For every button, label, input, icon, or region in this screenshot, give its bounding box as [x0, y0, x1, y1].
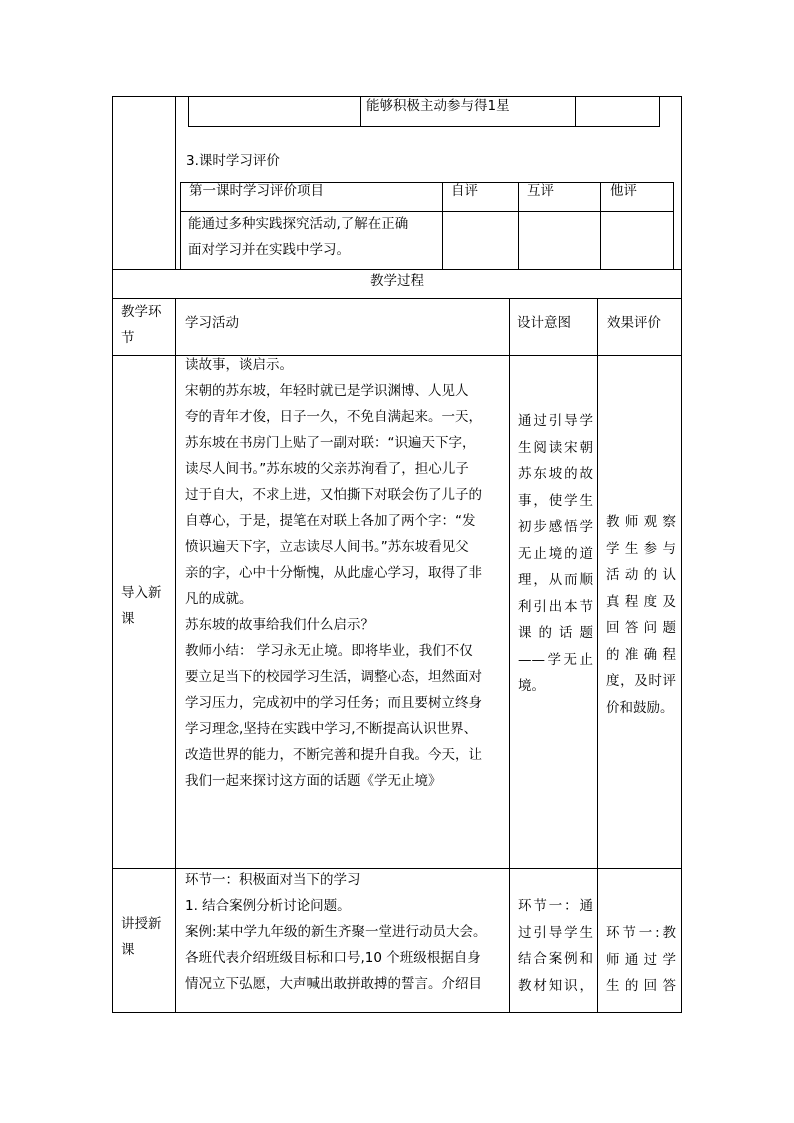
- nested-top-right: [659, 96, 660, 127]
- eval-table-col1: [442, 182, 443, 270]
- process-title: 教学过程: [370, 273, 424, 289]
- outer-left-border: [112, 96, 113, 1013]
- eval-header-other: 他评: [610, 183, 637, 199]
- teach-stage-label: 讲授新 课: [121, 916, 162, 958]
- intro-activity-text: 读故事，谈启示。 宋朝的苏东坡，年轻时就已是学识渊博、人见人 夸的青年才俊，日子一久，不免自满起来。一天， 苏东坡在书房门上贴了一副对联：“识遍天下字， 读尽人间书。”苏东坡的父亲苏洵看了，担心儿子 过于自大，不求上进，又怕撕下对联会伤了儿子的 自尊心，于是，提笔在对联上各加了两个字：“发 愤识遍天下字，立志读尽人间书。”苏东坡看见父 亲的字，心中十分惭愧，从此虚心学习，取得了非 凡的成就。 苏东坡的故事给我们什么启示？ 教师小结： 学习永无止境。即将毕业，我们不仅 要立足当下的校园学习生活，调整心态，坦然面对 学习压力，完成初中的学习任务；而且要树立终身 学习理念,坚持在实践中学习,不断提高认识世界、 改造世界的能力，不断完善和提升自我。今天，让 我们一起来探讨这方面的话题《学无止境》: [185, 357, 482, 789]
- eval-header-item: 第一课时学习评价项目: [189, 183, 324, 199]
- process-col-divider-3: [597, 298, 598, 1013]
- process-title-top: [112, 269, 682, 270]
- teach-activity-text: 环节一：积极面对当下的学习 1. 结合案例分析讨论问题。 案例:某中学九年级的新生齐聚一堂进行动员大会。 各班代表介绍班级目标和口号,10 个班级根据自身 情况立下弘愿，大声喊出敢拼敢搏的誓言。介绍目: [185, 872, 487, 992]
- eval-header-peer: 互评: [527, 183, 554, 199]
- eval-table-col3: [600, 182, 601, 270]
- intro-effect-text: 教 师 观 察 学 生 参 与 活 动 的 认 真 程 度 及 回 答 问 题 的 准 确 程 度，及时评 价和鼓励。: [606, 514, 676, 716]
- eval-table-col2: [518, 182, 519, 270]
- process-col-divider-2: [509, 298, 510, 1013]
- header-activity: 学习活动: [185, 315, 239, 331]
- outer-right-border: [681, 96, 682, 1013]
- teach-effect-text: 环节一:教 师 通 过 学 生 的 回 答: [606, 925, 676, 994]
- intro-stage-label: 导入新 课: [121, 585, 162, 627]
- teach-intent-text: 环节一：通 过引导学生 结合案例和 教材知识，: [518, 898, 593, 994]
- header-stage: 教学环 节: [121, 304, 162, 346]
- intro-intent-text: 通过引导学 生阅读宋朝 苏东坡的故 事，使学生 初步感悟学 无止境的道 理，从而顺 利引出本节 课 的 话 题 ——学无止 境。: [518, 413, 593, 694]
- eval-table-right: [673, 182, 674, 270]
- nested-top-mid1: [360, 96, 361, 127]
- header-intent: 设计意图: [517, 315, 571, 331]
- header-effect: 效果评价: [607, 315, 661, 331]
- eval-table-left: [180, 182, 181, 270]
- process-col-divider-1: [175, 298, 176, 1013]
- eval-header-self: 自评: [451, 183, 478, 199]
- left-column-divider-top: [175, 96, 176, 270]
- rating-criterion-text: 能够积极主动参与得1星: [366, 98, 510, 114]
- outer-bottom-border: [112, 1012, 682, 1013]
- nested-top-bottom: [188, 126, 660, 127]
- eval-item-text: 能通过多种实践探究活动,了解在正确 面对学习并在实践中学习。: [188, 216, 409, 258]
- section3-heading: 3.课时学习评价: [186, 153, 280, 169]
- nested-top-mid2: [575, 96, 576, 127]
- nested-top-left: [188, 96, 189, 127]
